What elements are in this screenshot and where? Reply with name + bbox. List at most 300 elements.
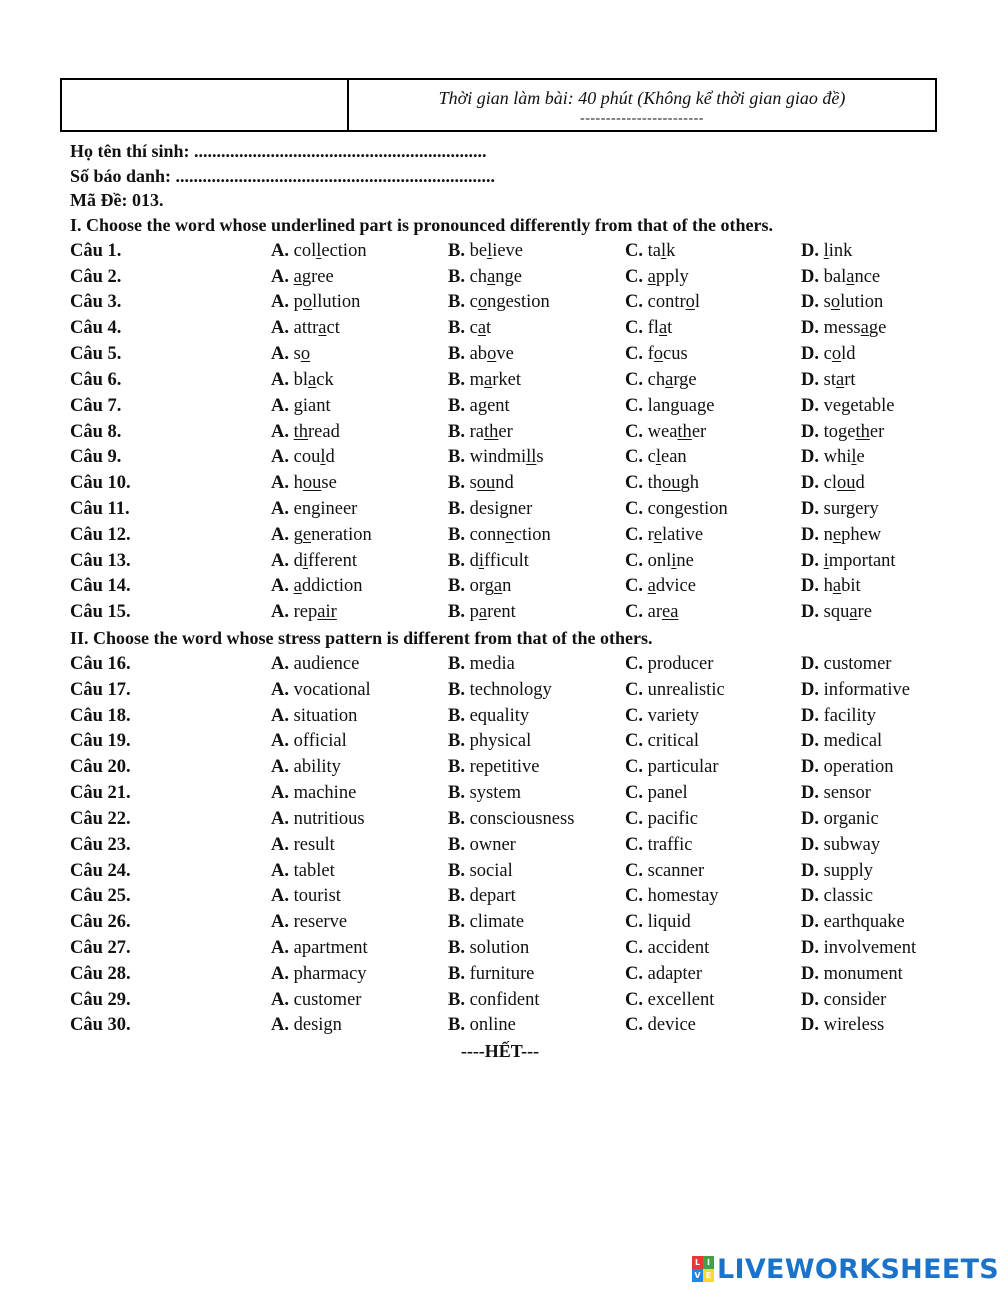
option-letter: A. (271, 421, 289, 442)
word-part: facility (823, 705, 877, 726)
option-letter: C. (625, 989, 643, 1010)
question-label: Câu 15. (70, 602, 131, 623)
word-part: c (469, 292, 478, 313)
word-part: s (293, 344, 301, 365)
option-letter: A. (271, 757, 289, 778)
option-letter: B. (448, 421, 465, 442)
option-letter: D. (801, 731, 819, 752)
word-part: classic (823, 886, 873, 907)
option-a (271, 909, 347, 935)
option-letter: A. (271, 705, 289, 726)
word-part: ean (660, 447, 687, 468)
word-part: iant (302, 395, 331, 416)
option-d (801, 961, 903, 987)
underlined-part: i (671, 550, 677, 571)
underlined-part: th (293, 421, 309, 442)
option-letter: C. (625, 524, 643, 545)
option-letter: B. (448, 292, 465, 313)
option-letter: D. (801, 705, 819, 726)
option-letter: C. (625, 731, 643, 752)
option-letter: C. (625, 1015, 643, 1036)
question-row (70, 677, 970, 703)
word-part: device (647, 1015, 696, 1036)
option-a (271, 419, 340, 445)
word-part: a (469, 395, 478, 416)
word-part: sur (823, 499, 846, 520)
option-letter: D. (801, 421, 819, 442)
option-c (625, 496, 728, 522)
word-part: result (293, 834, 335, 855)
word-part: ch (647, 369, 666, 390)
word-part: nce (854, 266, 881, 287)
option-letter: D. (801, 524, 819, 545)
question-row (70, 264, 970, 290)
option-b (448, 496, 532, 522)
word-part: bl (293, 369, 309, 390)
option-letter: D. (801, 912, 819, 933)
underlined-part: o (830, 292, 841, 313)
word-part: ection (321, 240, 367, 261)
word-part: ability (293, 757, 341, 778)
word-part: ner (508, 499, 533, 520)
option-letter: B. (448, 731, 465, 752)
word-part: t (667, 318, 673, 339)
option-letter: D. (801, 757, 819, 778)
word-part: traffic (647, 834, 693, 855)
underlined-part: l (823, 240, 829, 261)
option-d (801, 806, 879, 832)
underlined-part: a (318, 318, 327, 339)
underlined-part: a (293, 266, 302, 287)
option-letter: A. (271, 318, 289, 339)
option-letter: B. (448, 963, 465, 984)
underlined-part: a (846, 266, 855, 287)
option-a (271, 367, 334, 393)
option-letter: D. (801, 886, 819, 907)
underlined-part: a (835, 369, 845, 390)
word-part: social (469, 860, 513, 881)
underlined-part: o (302, 292, 313, 313)
underlined-part: o (477, 292, 488, 313)
option-c (625, 599, 678, 625)
option-letter: D. (801, 369, 819, 390)
option-letter: A. (271, 653, 289, 674)
option-b (448, 806, 574, 832)
option-letter: C. (625, 447, 643, 468)
option-b (448, 444, 544, 470)
word-part: equality (469, 705, 530, 726)
option-c (625, 754, 719, 780)
word-part: d (469, 550, 479, 571)
word-part: attr (293, 318, 319, 339)
word-part: official (293, 731, 347, 752)
word-part: liquid (647, 912, 691, 933)
underlined-part: g (674, 499, 684, 520)
underlined-part: g (845, 499, 856, 520)
word-part: ct (326, 318, 340, 339)
word-part: re (857, 602, 872, 623)
option-a (271, 548, 357, 574)
word-part: panel (647, 783, 688, 804)
option-b (448, 832, 516, 858)
word-part: informative (823, 679, 910, 700)
option-letter: B. (448, 886, 465, 907)
option-letter: D. (801, 395, 819, 416)
word-part: c (469, 318, 478, 339)
word-part: repetitive (469, 757, 540, 778)
option-d (801, 599, 872, 625)
word-part: desi (469, 499, 500, 520)
option-b (448, 599, 516, 625)
question-label: Câu 14. (70, 576, 131, 597)
option-letter: B. (448, 266, 465, 287)
option-letter: B. (448, 602, 465, 623)
option-a (271, 289, 360, 315)
question-row (70, 935, 970, 961)
question-row (70, 909, 970, 935)
word-part: mess (823, 318, 861, 339)
option-letter: A. (271, 292, 289, 313)
option-letter: A. (271, 834, 289, 855)
question-label: Câu 18. (70, 705, 131, 726)
option-a (271, 935, 368, 961)
word-part: read (308, 421, 340, 442)
option-letter: D. (801, 318, 819, 339)
option-letter: C. (625, 240, 643, 261)
word-part: s (536, 447, 544, 468)
word-part: p (469, 602, 479, 623)
word-part: operation (823, 757, 894, 778)
word-part: audience (293, 653, 360, 674)
word-part: squ (823, 602, 850, 623)
option-letter: B. (448, 369, 465, 390)
option-a (271, 341, 310, 367)
option-letter: C. (625, 937, 643, 958)
option-a (271, 651, 359, 677)
option-d (801, 238, 852, 264)
word-part: pply (655, 266, 689, 287)
option-letter: B. (448, 576, 465, 597)
word-part: subway (823, 834, 881, 855)
option-c (625, 961, 702, 987)
question-label: Câu 3. (70, 292, 122, 313)
question-row (70, 522, 970, 548)
option-letter: B. (448, 240, 465, 261)
option-b (448, 780, 521, 806)
underlined-part: o (831, 344, 842, 365)
word-part: onl (647, 550, 672, 571)
underlined-part: a (477, 318, 487, 339)
option-letter: B. (448, 318, 465, 339)
question-label: Câu 26. (70, 912, 131, 933)
option-a (271, 703, 357, 729)
option-letter: B. (448, 937, 465, 958)
word-part: ction (513, 524, 551, 545)
option-letter: A. (271, 369, 289, 390)
option-d (801, 883, 873, 909)
liveworksheets-logo (692, 1254, 999, 1284)
exam-time-note: Thời gian làm bài: 40 phút (Không kể thời gian giao đề) (438, 88, 846, 108)
option-d (801, 677, 910, 703)
option-letter: D. (801, 989, 819, 1010)
option-letter: C. (625, 602, 643, 623)
option-c (625, 367, 697, 393)
underlined-part: o (487, 344, 497, 365)
underlined-part: ou (476, 473, 496, 494)
option-letter: A. (271, 731, 289, 752)
word-part: phew (841, 524, 882, 545)
option-letter: B. (448, 1015, 465, 1036)
underlined-part: o (300, 344, 311, 365)
option-d (801, 651, 891, 677)
underlined-part: g (841, 395, 851, 416)
word-part: er (498, 421, 513, 442)
option-letter: A. (271, 679, 289, 700)
exam-code-line: Mã Đề: 013. (70, 190, 164, 210)
question-label: Câu 29. (70, 989, 131, 1010)
question-row (70, 961, 970, 987)
word-part: system (469, 783, 521, 804)
option-b (448, 573, 511, 599)
question-row (70, 444, 970, 470)
option-letter: D. (801, 963, 819, 984)
underlined-part: g (670, 395, 680, 416)
word-part: st (823, 369, 836, 390)
option-letter: C. (625, 550, 643, 571)
option-c (625, 264, 689, 290)
option-letter: B. (448, 834, 465, 855)
word-part: situation (293, 705, 358, 726)
word-part: bit (841, 576, 861, 597)
option-a (271, 1012, 342, 1038)
option-letter: D. (801, 860, 819, 881)
option-letter: D. (801, 550, 819, 571)
underlined-part: a (478, 602, 488, 623)
section-title: II. Choose the word whose stress pattern is different from that of the others. (70, 628, 653, 649)
option-letter: D. (801, 602, 819, 623)
underlined-part: a (665, 369, 674, 390)
option-d (801, 367, 856, 393)
word-part: ra (469, 421, 484, 442)
word-part: monument (823, 963, 903, 984)
word-part: apartment (293, 937, 368, 958)
question-row (70, 238, 970, 264)
word-part: n (502, 576, 512, 597)
question-row (70, 496, 970, 522)
option-letter: A. (271, 266, 289, 287)
word-part: r (647, 524, 654, 545)
option-letter: B. (448, 653, 465, 674)
word-part: lution (840, 292, 884, 313)
word-part: d (325, 447, 335, 468)
word-part: adapter (647, 963, 703, 984)
option-d (801, 289, 883, 315)
word-part: tourist (293, 886, 341, 907)
word-part: fficult (483, 550, 529, 571)
logo-mark-cell: L (692, 1256, 703, 1269)
option-b (448, 961, 534, 987)
word-part: col (293, 240, 317, 261)
question-row (70, 651, 970, 677)
word-part: nd (495, 473, 514, 494)
option-c (625, 315, 672, 341)
option-a (271, 470, 337, 496)
question-label: Câu 20. (70, 757, 131, 778)
word-part: fferent (308, 550, 357, 571)
word-part: pacific (647, 808, 698, 829)
underlined-part: a (647, 266, 656, 287)
underlined-part: e (832, 524, 842, 545)
option-letter: B. (448, 499, 465, 520)
option-letter: D. (801, 473, 819, 494)
underlined-part: ea (662, 602, 679, 623)
word-part: conn (469, 524, 506, 545)
word-part: er (869, 421, 885, 442)
underlined-part: l (655, 447, 661, 468)
word-part: th (647, 473, 663, 494)
question-label: Câu 9. (70, 447, 122, 468)
option-letter: A. (271, 344, 289, 365)
question-row (70, 393, 970, 419)
word-part: ve (823, 395, 842, 416)
word-part: accident (647, 937, 710, 958)
option-a (271, 728, 347, 754)
logo-text: LIVEWORKSHEETS (717, 1253, 1000, 1285)
option-letter: B. (448, 524, 465, 545)
word-part: homestay (647, 886, 719, 907)
candidate-name-line: Họ tên thí sinh: ................................................................. (70, 141, 487, 161)
option-b (448, 522, 551, 548)
word-part: producer (647, 653, 714, 674)
header-table (60, 78, 937, 132)
question-row (70, 806, 970, 832)
word-part: unrealistic (647, 679, 725, 700)
option-letter: A. (271, 395, 289, 416)
word-part: ch (469, 266, 488, 287)
question-row (70, 548, 970, 574)
word-part: s (823, 292, 831, 313)
option-d (801, 419, 884, 445)
option-d (801, 444, 865, 470)
word-part: organic (823, 808, 879, 829)
option-d (801, 496, 879, 522)
option-b (448, 548, 529, 574)
underlined-part: ou (302, 473, 322, 494)
option-letter: D. (801, 266, 819, 287)
option-d (801, 341, 855, 367)
word-part: en (293, 499, 312, 520)
option-letter: A. (271, 783, 289, 804)
question-row (70, 987, 970, 1013)
underlined-part: o (685, 292, 695, 313)
question-row (70, 832, 970, 858)
option-letter: A. (271, 602, 289, 623)
option-d (801, 909, 905, 935)
option-letter: C. (625, 963, 643, 984)
word-part: customer (293, 989, 362, 1010)
word-part: ab (469, 344, 488, 365)
underlined-part: a (849, 602, 858, 623)
option-letter: B. (448, 989, 465, 1010)
option-d (801, 858, 873, 884)
word-part: owner (469, 834, 516, 855)
option-c (625, 780, 688, 806)
word-part: uage (679, 395, 715, 416)
option-a (271, 883, 341, 909)
underlined-part: l (320, 447, 326, 468)
word-part: e (856, 447, 865, 468)
word-part: customer (823, 653, 892, 674)
option-letter: A. (271, 240, 289, 261)
question-label: Câu 27. (70, 937, 131, 958)
question-label: Câu 21. (70, 783, 131, 804)
option-a (271, 496, 357, 522)
word-part: estion (683, 499, 728, 520)
word-part: cou (293, 447, 321, 468)
option-c (625, 677, 725, 703)
word-part: wireless (823, 1015, 885, 1036)
question-row (70, 419, 970, 445)
option-a (271, 522, 372, 548)
option-c (625, 987, 714, 1013)
logo-mark-icon (692, 1256, 714, 1282)
word-part: variety (647, 705, 699, 726)
option-d (801, 703, 876, 729)
question-row (70, 754, 970, 780)
option-letter: A. (271, 576, 289, 597)
word-part: ink (828, 240, 853, 261)
option-a (271, 573, 362, 599)
option-c (625, 419, 706, 445)
question-row (70, 341, 970, 367)
underlined-part: th (855, 421, 870, 442)
question-label: Câu 12. (70, 524, 131, 545)
word-part: ineer (320, 499, 358, 520)
word-part: medical (823, 731, 883, 752)
word-part: contr (647, 292, 686, 313)
option-b (448, 858, 513, 884)
option-letter: C. (625, 576, 643, 597)
word-part: bal (823, 266, 847, 287)
option-c (625, 522, 703, 548)
underlined-part: i (302, 550, 309, 571)
word-part: consider (823, 989, 887, 1010)
option-b (448, 264, 522, 290)
word-part: solution (469, 937, 530, 958)
underlined-part: g (477, 395, 488, 416)
question-label: Câu 5. (70, 344, 122, 365)
option-letter: A. (271, 550, 289, 571)
option-c (625, 832, 692, 858)
option-a (271, 677, 371, 703)
word-part: sensor (823, 783, 871, 804)
underlined-part: ou (836, 473, 856, 494)
option-letter: C. (625, 783, 643, 804)
word-part: depart (469, 886, 516, 907)
word-part: s (469, 473, 477, 494)
option-letter: C. (625, 808, 643, 829)
question-row (70, 1012, 970, 1038)
option-c (625, 548, 694, 574)
option-b (448, 1012, 516, 1038)
question-row (70, 315, 970, 341)
underlined-part: g (293, 395, 303, 416)
option-a (271, 393, 331, 419)
word-part: technology (469, 679, 552, 700)
underlined-part: l (487, 240, 493, 261)
word-part: nge (495, 266, 522, 287)
option-d (801, 315, 886, 341)
